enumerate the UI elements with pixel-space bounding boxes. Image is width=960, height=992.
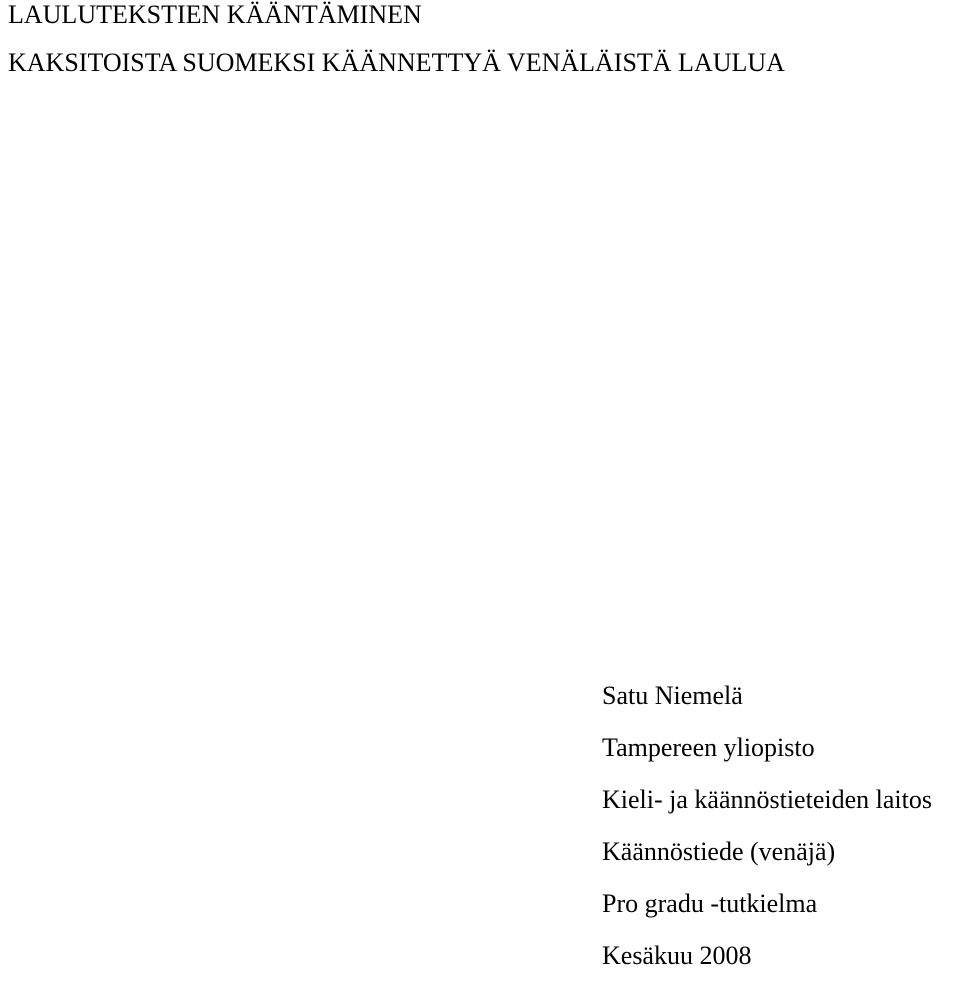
university-name: Tampereen yliopisto (602, 733, 815, 762)
thesis-date: Kesäkuu 2008 (602, 941, 752, 970)
title-block (8, 0, 785, 78)
subject-name: Käännöstiede (venäjä) (602, 837, 836, 866)
department-name: Kieli- ja käännöstieteiden laitos (602, 785, 932, 814)
document-title: LAULUTEKSTIEN KÄÄNTÄMINEN (8, 0, 422, 29)
author-name: Satu Niemelä (602, 681, 743, 710)
document-subtitle: KAKSITOISTA SUOMEKSI KÄÄNNETTYÄ VENÄLÄISTÄ LAULUA (8, 48, 785, 77)
author-info-block (602, 680, 932, 992)
thesis-type: Pro gradu -tutkielma (602, 889, 818, 918)
